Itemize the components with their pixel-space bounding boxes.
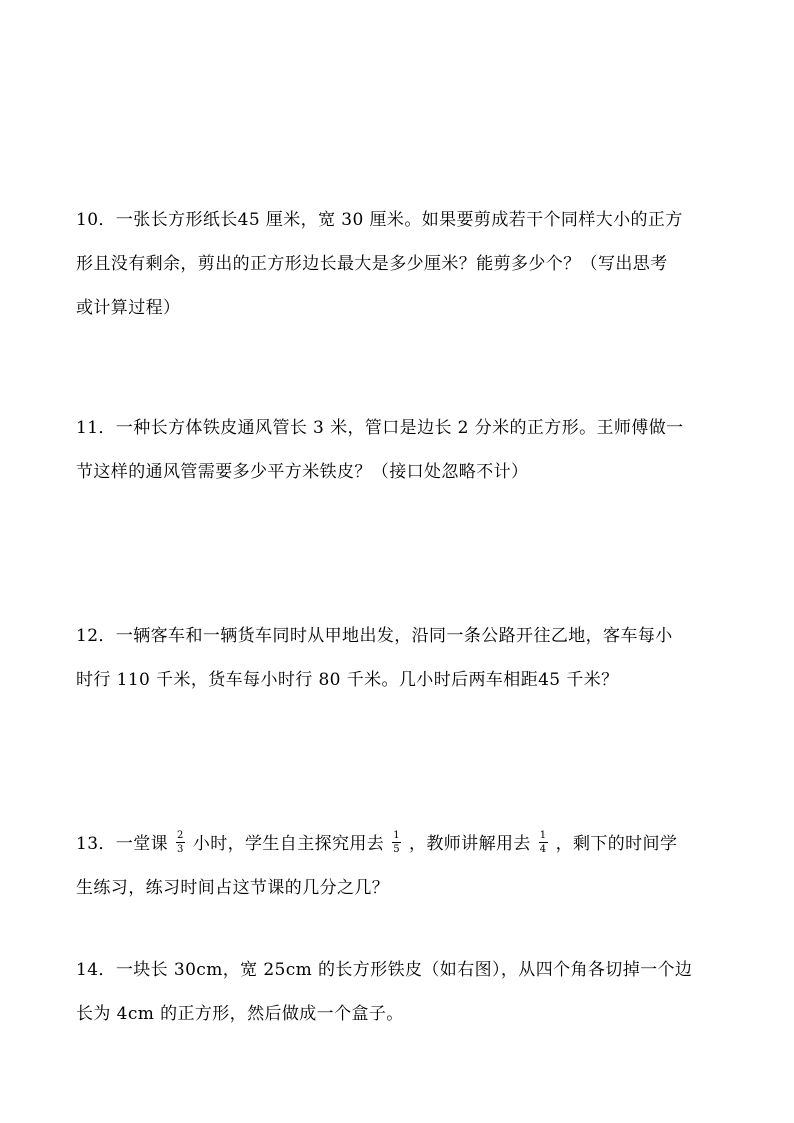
fraction-numerator: 1 — [539, 830, 547, 841]
fraction-numerator: 1 — [393, 830, 400, 841]
fraction-denominator: 4 — [539, 844, 547, 855]
problem-12-line-1 — [76, 614, 724, 658]
fraction-denominator: 5 — [393, 844, 400, 855]
problem-10-text-1: 一张长方形纸长45 厘米，宽 30 厘米。如果要剪成若干个同样大小的正方 — [115, 210, 683, 230]
problem-13-segment-2: 小时，学生自主探究用去 — [192, 834, 385, 854]
fraction-numerator: 2 — [177, 830, 184, 841]
problem-14-text-1: 一块长 30cm，宽 25cm 的长方形铁皮（如右图），从四个角各切掉一个边 — [115, 960, 693, 980]
problem-13-line-1 — [76, 822, 724, 866]
problem-13-line-2: 生练习，练习时间占这节课的几分之几？ — [76, 878, 390, 898]
fraction-denominator: 3 — [177, 844, 184, 855]
problem-14 — [76, 948, 724, 1036]
problem-10-line-2: 形且没有剩余，剪出的正方形边长最大是多少厘米？能剪多少个？（写出思考 — [76, 254, 668, 274]
problem-13-segment-3: ，教师讲解用去 — [408, 834, 531, 854]
fraction-one-fifth — [392, 830, 401, 855]
problem-13-segment-1: 一堂课 — [115, 834, 169, 854]
problem-11-number: 11． — [76, 418, 116, 438]
problem-14-line-2: 长为 4cm 的正方形，然后做成一个盒子。 — [76, 1004, 404, 1024]
problem-10-line-1 — [76, 198, 724, 242]
fraction-bar — [539, 842, 548, 843]
problem-13-segment-4: ，剩下的时间学 — [555, 834, 678, 854]
problem-10-line-3: 或计算过程） — [76, 298, 181, 318]
fraction-one-quarter — [539, 830, 548, 855]
fraction-bar — [176, 842, 185, 843]
problem-13 — [76, 822, 724, 910]
problem-12-line-2: 时行 110 千米，货车每小时行 80 千米。几小时后两车相距45 千米？ — [76, 670, 619, 690]
problem-11-line-1 — [76, 406, 724, 450]
problem-10 — [76, 198, 724, 330]
problem-12-text-1: 一辆客车和一辆货车同时从甲地出发，沿同一条公路开往乙地，客车每小 — [115, 626, 673, 646]
fraction-two-thirds — [176, 830, 185, 855]
problem-12 — [76, 614, 724, 702]
problem-11-text-1: 一种长方体铁皮通风管长 3 米，管口是边长 2 分米的正方形。王师傅做一 — [115, 418, 684, 438]
problem-12-number: 12． — [76, 626, 116, 646]
problem-13-number: 13． — [76, 834, 116, 854]
problem-11 — [76, 406, 724, 494]
problem-14-line-1 — [76, 948, 724, 992]
problem-11-line-2: 节这样的通风管需要多少平方米铁皮？（接口处忽略不计） — [76, 462, 529, 482]
problem-10-number: 10． — [76, 210, 116, 230]
fraction-bar — [392, 842, 401, 843]
problem-14-number: 14． — [76, 960, 116, 980]
